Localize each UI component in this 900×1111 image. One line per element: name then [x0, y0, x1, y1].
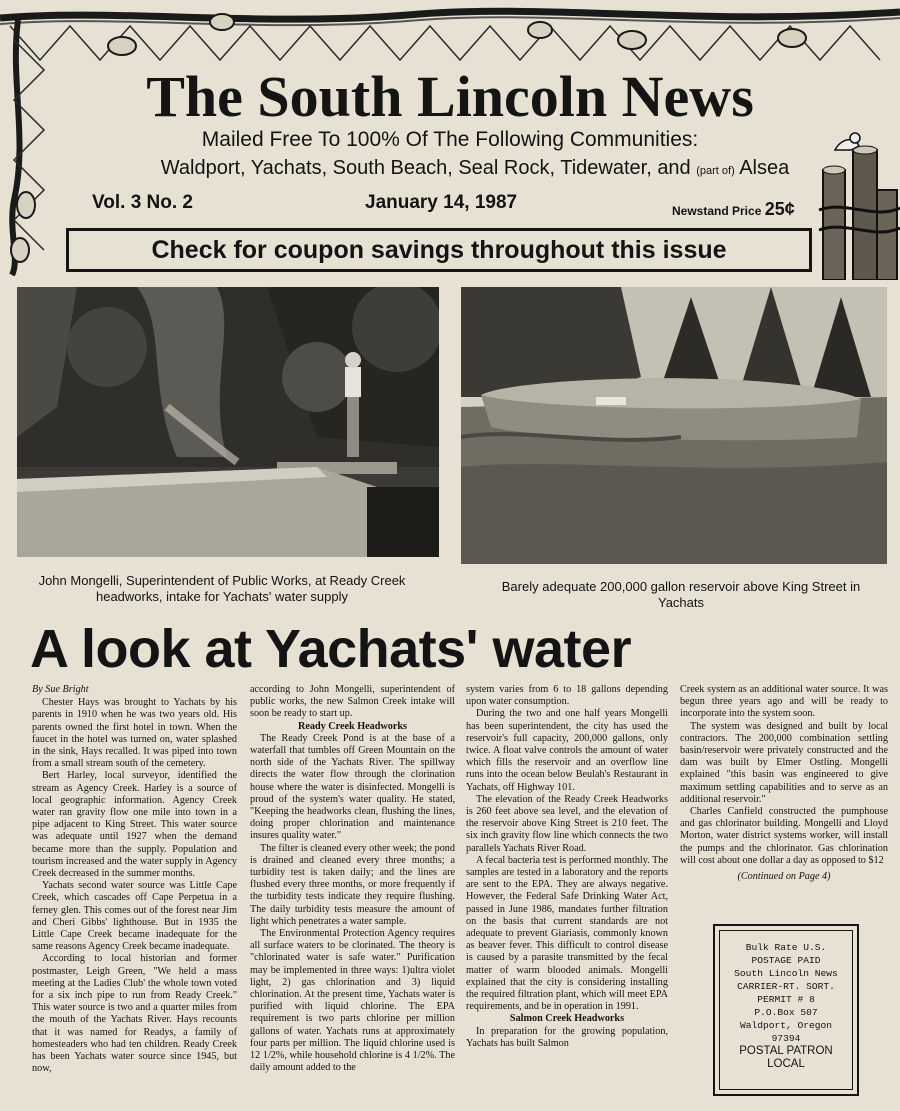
photo-caption-headworks: John Mongelli, Superintendent of Public Works, at Ready Creek headworks, intake for Yachats' water supply: [38, 573, 406, 604]
rope-net-border-top: [0, 0, 900, 70]
paragraph: The Ready Creek Pond is at the base of a waterfall that tumbles off Green Mountain on the north side of the Yachats River. The spillway directs the water flow through the clorination house where the water is disinfected. Mongelli is proud of the system's water quality. He stated, "Keeping the headworks clean, flushing the lines, doing proper chlorination and maintenance insures quality water.": [250, 732, 455, 842]
issue-info-row: [0, 192, 900, 222]
paragraph: According to local historian and former postmaster, Leigh Green, "We held a mass meeting at the Ladies Club' the whole town voted for a six inch pipe to run from Ready Creek." This water source is two and a quarter miles from the mouth of the Yachats River. Hays recounts that it was named for Readys, a family of homesteaders who had ten children. Ready Creek has been Yachats water source since 1945, but now,: [32, 953, 237, 1075]
price-amount: 25¢: [764, 199, 795, 219]
communities-line: [150, 157, 800, 180]
article-column-1: [32, 684, 237, 1109]
article-headline: A look at Yachats' water: [30, 619, 632, 679]
postal-indicia-text: [719, 930, 853, 1090]
postal-local: LOCAL: [767, 1058, 805, 1070]
paragraph: During the two and one half years Mongelli has been superintendent, the city has used the reservoir's full capacity, 200,000 gallons, only twice. A float valve controls the amount of water which fills the reservoir and an overflow line runs into the ocean below Beulah's Restaurant in Yachats, off Highway 101.: [466, 708, 668, 793]
photo-ready-creek-headworks: [17, 287, 439, 557]
communities-list: Waldport, Yachats, South Beach, Seal Rock, Tidewater, and: [160, 157, 691, 179]
continued-note: (Continued on Page 4): [737, 871, 831, 883]
postal-line: CARRIER-RT. SORT.: [737, 981, 835, 992]
postal-line: Waldport, Oregon: [739, 1020, 833, 1031]
subhead-ready-creek: Ready Creek Headworks: [297, 720, 408, 732]
newspaper-title: The South Lincoln News: [146, 64, 754, 129]
newsstand-price: [672, 199, 795, 220]
paragraph: A fecal bacteria test is performed monthly. The samples are tested in a laboratory and the reports are sent to the EPA. They are always negative. However, the Federal Safe Drinking Water Act, passed in June 1986, mandates further filtration on the basis that current standards are not adequate to prevent Giariasis, commonly known as beaver fever. This difficult to control disease is caused by a parasite transmitted by the fecal matter of warm blooded animals. Mongelli explained that the city is considering installing the required filtration plant, which will meet EPA requirements, and be in operation in 1991.: [466, 854, 668, 1013]
postal-line: PERMIT # 8: [757, 994, 815, 1005]
paragraph: The system was designed and built by local contractors. The 200,000 combination settling basin/reservoir were privately constructed and the dam was built by Elmer Ostling. Mongelli explained "this basin was engineered to give maximum settling capabilities and to serve as an additional reservoir.": [680, 720, 888, 805]
byline: By Sue Bright: [32, 684, 89, 695]
postal-line: 97394: [771, 1033, 801, 1044]
part-of-note: (part of): [696, 165, 735, 177]
issue-date: January 14, 1987: [365, 192, 518, 213]
postal-line: South Lincoln News: [734, 968, 838, 979]
paragraph: The filter is cleaned every other week; the pond is drained and cleaned every three months; a turbidity test is taken daily; and the lines are flushed every three months, or more frequently if the turbidity tests indicate they require flushing. The daily turbidity tests measure the amount of light which penetrates a water sample.: [250, 842, 455, 927]
paragraph: Creek system as an additional water source. It was begun three years ago and will be ready to incorporate into the system soon.: [680, 684, 888, 720]
paragraph: according to John Mongelli, superintendent of public works, the new Salmon Creek intake will soon be ready to start up.: [250, 684, 455, 720]
paragraph: Charles Canfield constructed the pumphouse and gas chlorinator building. Mongelli and Lloyd Morton, water district systems worker, will install the pumps and the chlorinator. Gas chlorination will cost about one dollar a day as opposed to $12: [680, 806, 888, 866]
subhead-salmon-creek: Salmon Creek Headworks: [509, 1013, 625, 1025]
photo-caption-reservoir: Barely adequate 200,000 gallon reservoir above King Street in Yachats: [501, 579, 861, 610]
paragraph: The Environmental Protection Agency requires all surface waters to be clorinated. The theory is "chlorinated water is safe water." Purification may be implemented in three ways: 1)ultra violet light, 2) gas chlorination and 3) liquid chlorination. At the present time, Yachats water is purified with liquid chlorine. The EPA requirement is two parts chlorine per million gallons of water. Yachats runs at approximately four parts per million. The liquid chlorine used is 12 1/2%, while household chlorine is 4 1/2%. The daily amount added to the: [250, 928, 455, 1074]
postal-indicia-box: [713, 924, 859, 1096]
paragraph: Chester Hays was brought to Yachats by his parents in 1910 when he was two years old. His parents owned the first hotel in town. When the faucet in the hotel was turned on, water splashed in the sink, Hays recalled. It was piped into town from a small stream south of the cemetery.: [32, 697, 237, 770]
article-column-3: [466, 684, 668, 1109]
postal-line: Bulk Rate U.S.: [745, 942, 827, 953]
postal-line: POSTAGE PAID: [751, 955, 821, 966]
postal-patron: POSTAL PATRON: [739, 1045, 833, 1057]
alsea-community: Alsea: [739, 157, 790, 179]
article-column-4: [680, 684, 888, 884]
mailed-free-line: Mailed Free To 100% Of The Following Communities:: [201, 128, 699, 151]
article-column-2: [250, 684, 455, 1109]
paragraph: Yachats second water source was Little Cape Creek, which cascades off Cape Perpetua in a ferney glen. This comes out of the forest near Jim and Cheri Gibbs' lighthouse. But in 1935 the Little Cape Creek became inadequate for the same reasons Agency Creek became inadequate.: [32, 880, 237, 953]
price-label: Newstand Price: [672, 204, 762, 218]
paragraph: system varies from 6 to 18 gallons depending upon water consumption.: [466, 684, 668, 708]
coupon-banner: Check for coupon savings throughout this issue: [66, 228, 812, 272]
photo-reservoir: [461, 287, 887, 564]
paragraph: The elevation of the Ready Creek Headworks is 260 feet above sea level, and the elevation of the reservoir above King Street is 210 feet. The six inch gravity flow line which connects the two parallels Yachats River Road.: [466, 793, 668, 854]
volume-number: Vol. 3 No. 2: [92, 192, 194, 213]
paragraph: In preparation for the growing population, Yachats has built Salmon: [466, 1025, 668, 1049]
postal-line: P.O.Box 507: [754, 1007, 818, 1018]
paragraph: Bert Harley, local surveyor, identified the stream as Agency Creek. Harley is a source of local geographic information. Agency Creek water ran gravity flow one mile into town in a pipe adjacent to King Street. This water source was adequate until 1927 when the demand became more than the supply. Population and tourism increased and the water supply in Agency Creek decreased in the summer months.: [32, 770, 237, 880]
